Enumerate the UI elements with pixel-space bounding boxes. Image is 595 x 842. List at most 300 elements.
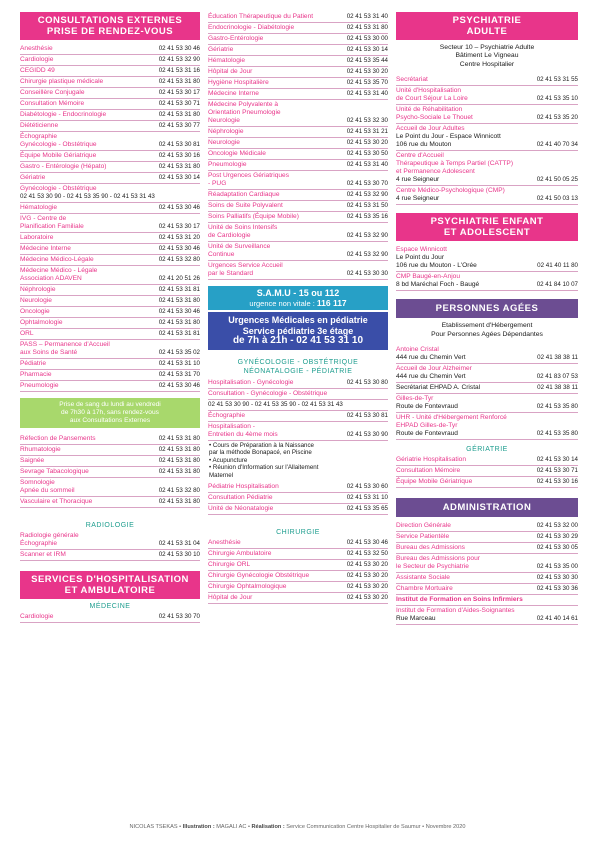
- entry-phone: 02 41 53 32 30: [346, 117, 388, 124]
- entry-name: Unité d'Hospitalisation de Court Séjour La Loire: [396, 87, 468, 103]
- entry-name: Unité de Soins Intensifs de Cardiologie: [208, 224, 278, 239]
- directory-row: [20, 340, 200, 359]
- entry-name: Ophtalmologie: [20, 319, 63, 326]
- gyneco-list-2: [208, 411, 388, 441]
- ifsi-entry: [396, 595, 578, 606]
- entry-phone: 02 41 53 30 71: [158, 100, 200, 107]
- entry-phone: 02 41 53 35 20: [536, 114, 578, 122]
- entry-name: Rhumatologie: [20, 446, 61, 453]
- directory-row: [208, 12, 388, 23]
- entry-name: Gynécologie - Obstétrique: [20, 185, 97, 192]
- personnes-agees-blocks: [396, 345, 578, 440]
- medecine-list: [20, 612, 200, 623]
- entry-name: Hématologie: [20, 204, 58, 211]
- directory-row: [396, 554, 578, 573]
- entry-name: Unité de Surveillance Continue: [208, 243, 271, 258]
- consultations-list: [20, 44, 200, 184]
- address-block: [396, 345, 578, 364]
- entry-name: ORL: [20, 330, 34, 337]
- address-block: [396, 394, 578, 413]
- directory-row: [208, 223, 388, 242]
- entry-phone: 02 41 53 35 16: [346, 213, 388, 220]
- entry-phone: 02 41 53 31 10: [158, 360, 200, 367]
- gyneco-title: GYNÉCOLOGIE - OBSTÉTRIQUE NÉONATALOGIE - PÉDIATRIE: [237, 358, 359, 375]
- directory-row: [20, 285, 200, 296]
- entry-phone: 02 41 53 32 90: [346, 191, 388, 198]
- entry-name: Hématologie: [208, 57, 246, 64]
- directory-row: [20, 233, 200, 244]
- directory-row: [208, 422, 388, 441]
- entry-name: Éducation Thérapeutique du Patient: [208, 13, 314, 20]
- directory-row: [208, 261, 388, 280]
- directory-row: [20, 478, 200, 497]
- psychiatrie-enfant-blocks: [396, 245, 578, 291]
- entry-name: Gériatrie Hospitalisation: [396, 456, 466, 464]
- entry-name: IVG - Centre de Planification Familiale: [20, 215, 84, 230]
- directory-row: [208, 560, 388, 571]
- entry-phone: 02 41 53 31 81: [158, 330, 200, 337]
- consultations-list-2: [20, 203, 200, 392]
- entry-name: Médecine Médico-Légale: [20, 256, 94, 263]
- directory-row: [208, 212, 388, 223]
- entry-name: Hôpital de Jour: [208, 594, 253, 602]
- entry-name: Échographie Gynécologie - Obstétrique: [20, 133, 97, 148]
- entry-name: Anesthésie: [208, 539, 241, 547]
- directory-row: [208, 242, 388, 261]
- entry-name: Secrétariat: [396, 76, 428, 84]
- entry-phone: 02 41 53 32 00: [536, 522, 578, 530]
- entry-name: Post Urgences Gériatriques - PUG: [208, 172, 289, 187]
- samu-non-vital: [208, 298, 388, 308]
- block-phone: 02 41 40 70 34: [536, 141, 578, 149]
- entry-name: Chirurgie Ophtalmologique: [208, 583, 287, 591]
- entry-phone: 02 41 53 30 16: [158, 152, 200, 159]
- directory-row: [208, 504, 388, 515]
- footer-real-value: Service Communication Centre Hospitalier de Saumur: [286, 824, 421, 830]
- entry-name: Neurologie: [20, 297, 52, 304]
- gyneco-phones-row: [208, 400, 388, 411]
- entry-phone: 02 41 53 31 80: [346, 24, 388, 31]
- directory-row: [208, 538, 388, 549]
- personnes-agees-header: PERSONNES AGÉES: [396, 299, 578, 318]
- entry-name: Réfection de Pansements: [20, 435, 96, 442]
- directory-row: [396, 543, 578, 554]
- footer-author: NICOLAS TSEKAS: [129, 824, 178, 830]
- entry-name: Cardiologie: [20, 56, 54, 63]
- blood-test-note: Prise de sang du lundi au vendredi de 7h30 à 17h, sans rendez-vous aux Consultations Externes: [20, 398, 200, 428]
- directory-row: [396, 466, 578, 477]
- directory-row: [20, 467, 200, 478]
- pediatric-emergency-box: [208, 312, 388, 350]
- directory-row: [396, 521, 578, 532]
- entry-name: Diététicienne: [20, 122, 59, 129]
- directory-row: [20, 55, 200, 66]
- directory-row: [20, 121, 200, 132]
- entry-name: Bureau des Admissions pour le Secteur de Psychiatrie: [396, 555, 480, 571]
- block-address: 106 rue du Mouton - L'Orée: [396, 262, 477, 270]
- bullet-item: • Cours de Préparation à la Naissance par la méthode Bonapacé, en Piscine: [209, 441, 315, 457]
- entry-name: Pneumologie: [208, 161, 247, 168]
- entry-name: Médecine Interne: [208, 90, 259, 97]
- directory-row: [208, 171, 388, 190]
- entry-phone: 02 41 53 35 10: [536, 95, 578, 103]
- entry-name: Direction Générale: [396, 522, 451, 530]
- entry-phone: 02 41 53 30 17: [158, 223, 200, 230]
- entry-name: Gériatrie: [20, 174, 46, 181]
- directory-row: [20, 296, 200, 307]
- entry-name: Chirurgie Ambulatoire: [208, 550, 272, 558]
- entry-phone: 02 41 53 31 80: [158, 78, 200, 85]
- directory-row: [208, 78, 388, 89]
- address-block: [396, 364, 578, 383]
- address-block: [396, 186, 578, 205]
- directory-row: [396, 75, 578, 86]
- entry-phone: 02 41 53 31 80: [158, 468, 200, 475]
- entry-phone: 02 41 53 31 04: [158, 540, 200, 547]
- entry-name: Médecine Interne: [20, 245, 71, 252]
- directory-row: [20, 359, 200, 370]
- entry-name: Anesthésie: [20, 45, 53, 52]
- entry-name: Réadaptation Cardiaque: [208, 191, 280, 198]
- block-title: Centre Médico-Psychologique (CMP): [396, 187, 505, 195]
- directory-row: [20, 173, 200, 184]
- address-block: [396, 413, 578, 440]
- entry-phone: 02 41 53 31 80: [158, 457, 200, 464]
- block-address: 4 rue Seigneur: [396, 195, 440, 203]
- entry-phone: 02 41 20 51 26: [158, 275, 200, 282]
- psychiatrie-enfant-header: PSYCHIATRIE ENFANT ET ADOLESCENT: [396, 213, 578, 241]
- entry-phone: 02 41 53 30 20: [346, 68, 388, 75]
- entry-name: Pédiatrie Hospitalisation: [208, 483, 279, 491]
- radiologie-list: [20, 531, 200, 561]
- footer-date: Novembre 2020: [425, 824, 466, 830]
- entry-name: Scanner et IRM: [20, 551, 66, 558]
- directory-row: [20, 531, 200, 550]
- column-right: [396, 12, 578, 625]
- address-block: [396, 272, 578, 291]
- block-address: Route de Fontevraud: [396, 403, 458, 411]
- entry-name: Hospitalisation - Entretien du 4ème mois: [208, 422, 278, 438]
- entry-name: Sevrage Tabacologique: [20, 468, 89, 475]
- directory-row: [396, 105, 578, 124]
- footer-illus-label: Illustration :: [182, 824, 217, 830]
- entry-phone: 02 41 53 30 70: [346, 180, 388, 187]
- entry-name: Soins Palliatifs (Équipe Mobile): [208, 213, 299, 220]
- psychiatrie-blocks: [396, 124, 578, 205]
- urg-line-3: de 7h à 21h - 02 41 53 31 10: [232, 335, 364, 346]
- entry-name: Chirurgie plastique médicale: [20, 78, 104, 85]
- directory-row: [20, 445, 200, 456]
- entry-name: Équipe Mobile Gériatrique: [20, 152, 97, 159]
- medecine-list-continued: [208, 12, 388, 280]
- geriatrie-title: GÉRIATRIE: [466, 446, 508, 454]
- directory-row: [396, 477, 578, 488]
- entry-name: Somnologie Apnée du sommeil: [20, 479, 75, 494]
- directory-row: [396, 584, 578, 595]
- entry-phone: 02 41 53 31 80: [158, 446, 200, 453]
- entry-phone: 02 41 53 32 80: [158, 256, 200, 263]
- entry-name: Conseillère Conjugale: [20, 89, 85, 96]
- entry-phone: 02 41 53 30 81: [346, 411, 388, 419]
- geriatrie-list: [396, 455, 578, 488]
- directory-row: [20, 456, 200, 467]
- entry-phone: 02 41 53 30 30: [346, 270, 388, 277]
- entry-phone: 02 41 53 30 14: [536, 456, 578, 464]
- entry-phone: 02 41 53 30 46: [158, 204, 200, 211]
- directory-row: [208, 100, 388, 127]
- entry-phone: 02 41 53 30 90: [346, 430, 388, 438]
- entry-name: Consultation Pédiatrie: [208, 494, 273, 502]
- entry-phone: 02 41 53 30 46: [346, 539, 388, 547]
- entry-phone: 02 41 53 30 46: [158, 45, 200, 52]
- entry-phone: 02 41 53 32 50: [346, 550, 388, 558]
- psychiatrie-info: Secteur 10 – Psychiatrie Adulte Bâtiment Le Vigneau Centre Hospitalier: [439, 44, 535, 68]
- directory-row: [396, 455, 578, 466]
- entry-name: Pharmacie: [20, 371, 52, 378]
- block-phone: 02 41 83 07 53: [536, 373, 578, 381]
- entry-name: Service Patientèle: [396, 533, 450, 541]
- column-left: [20, 12, 200, 623]
- directory-row: [208, 411, 388, 422]
- directory-row: [208, 571, 388, 582]
- address-block: [396, 151, 578, 186]
- entry-phone: 02 41 53 35 70: [346, 79, 388, 86]
- directory-row: [20, 550, 200, 561]
- directory-row: [20, 434, 200, 445]
- directory-row: [208, 582, 388, 593]
- entry-phone: 02 41 53 32 90: [346, 232, 388, 239]
- block-line: Le Point du Jour: [396, 254, 445, 262]
- entry-name: Consultation Mémoire: [20, 100, 85, 107]
- directory-row: [20, 162, 200, 173]
- entry-phone: 02 41 53 32 80: [158, 487, 200, 494]
- entry-phone: 02 41 53 30 30: [536, 574, 578, 582]
- ifas-title: Institut de Formation d'Aides-Soignantes: [396, 607, 515, 615]
- entry-phone: 02 41 53 30 14: [346, 46, 388, 53]
- directory-row: [396, 532, 578, 543]
- block-phone: 02 41 38 38 11: [537, 384, 578, 392]
- block-address: 8 bd Maréchal Foch - Baugé: [396, 281, 480, 289]
- entry-name: Unité de Néonatalogie: [208, 505, 274, 513]
- column-middle: [208, 12, 388, 604]
- medecine-title: MÉDECINE: [89, 603, 131, 610]
- entry-name: Hygiène Hospitalière: [208, 79, 269, 86]
- entry-name: Consultation Mémoire: [396, 467, 461, 475]
- gyneco-list-3: [208, 482, 388, 515]
- directory-row: [20, 110, 200, 121]
- directory-row: [208, 549, 388, 560]
- directory-row: [20, 318, 200, 329]
- directory-row: [208, 493, 388, 504]
- entry-phone: 02 41 53 31 80: [158, 435, 200, 442]
- entry-phone: 02 41 53 31 55: [536, 76, 578, 84]
- directory-row: [20, 266, 200, 285]
- entry-phone: 02 41 53 31 20: [158, 234, 200, 241]
- bullets-list: [208, 442, 388, 480]
- entry-phone: 02 41 53 30 20: [346, 561, 388, 569]
- entry-phone: 02 41 53 30 20: [346, 594, 388, 602]
- entry-name: Unité de Réhabilitation Psycho-Sociale Le Thouet: [396, 106, 473, 122]
- entry-phone: 02 41 53 30 70: [158, 613, 200, 620]
- consultations-list-3: [20, 434, 200, 508]
- block-address: 444 rue du Chemin Vert: [396, 373, 466, 381]
- block-phone: 02 41 53 35 80: [536, 430, 578, 438]
- directory-row: [208, 482, 388, 493]
- directory-row: [20, 381, 200, 392]
- directory-row: [20, 132, 200, 151]
- entry-name: Néphrologie: [208, 128, 244, 135]
- block-title: Accueil de Jour Adultes: [396, 125, 465, 133]
- block-phone: 02 41 53 35 80: [536, 403, 578, 411]
- entry-phone: 02 41 53 31 80: [158, 498, 200, 505]
- directory-row: [208, 56, 388, 67]
- entry-phone: 02 41 53 30 20: [346, 572, 388, 580]
- directory-row: [208, 149, 388, 160]
- block-address: 106 rue du Mouton: [396, 141, 452, 149]
- entry-phone: 02 41 53 30 36: [536, 585, 578, 593]
- directory-row: [20, 151, 200, 162]
- directory-row: [208, 201, 388, 212]
- chirurgie-list: [208, 538, 388, 604]
- entry-phone: 02 41 53 31 21: [346, 128, 388, 135]
- administration-header: ADMINISTRATION: [396, 498, 578, 517]
- entry-name: Pneumologie: [20, 382, 59, 389]
- entry-name: Laboratoire: [20, 234, 54, 241]
- entry-phone: 02 41 53 31 10: [346, 494, 388, 502]
- entry-name: Équipe Mobile Gériatrique: [396, 478, 473, 486]
- entry-name: Soins de Suite Polyvalent: [208, 202, 283, 209]
- block-title: Centre d'Accueil Thérapeutique à Temps Partiel (CATTP) et Permanence Adolescent: [396, 152, 514, 176]
- entry-phone: 02 41 53 31 80: [158, 319, 200, 326]
- entry-name: Saignée: [20, 457, 45, 464]
- entry-phone: 02 41 53 35 65: [346, 505, 388, 513]
- block-address: Route de Fontevraud: [396, 430, 458, 438]
- consultations-header: CONSULTATIONS EXTERNES PRISE DE RENDEZ-VOUS: [20, 12, 200, 40]
- directory-row: [208, 34, 388, 45]
- radiologie-title: RADIOLOGIE: [85, 522, 135, 529]
- entry-phone: 02 41 53 30 20: [346, 139, 388, 146]
- entry-name: Oncologie Médicale: [208, 150, 266, 157]
- entry-phone: 02 41 53 31 50: [346, 202, 388, 209]
- block-title: Gilles-de-Tyr: [396, 395, 434, 403]
- entry-phone: 02 41 53 35 44: [346, 57, 388, 64]
- entry-name: Urgences Service Accueil par le Standard: [208, 262, 283, 277]
- entry-phone: 02 41 53 30 20: [346, 583, 388, 591]
- directory-row: [20, 214, 200, 233]
- entry-phone: 02 41 53 35 00: [536, 563, 578, 571]
- entry-name: Gastro - Entérologie (Hépato): [20, 163, 107, 170]
- directory-row: [20, 44, 200, 55]
- directory-row: [208, 389, 388, 400]
- ifas-entry: [396, 606, 578, 625]
- entry-name: Échographie: [208, 411, 246, 419]
- urg-line-1: Urgences Médicales en pédiatrie: [228, 315, 368, 325]
- directory-row: [208, 190, 388, 201]
- samu-line: S.A.M.U - 15 ou 112: [256, 288, 340, 298]
- entry-name: Radiologie générale Échographie: [20, 532, 79, 547]
- entry-phone: 02 41 53 30 46: [158, 308, 200, 315]
- block-address: 4 rue Seigneur: [396, 176, 440, 184]
- entry-name: Néphrologie: [20, 286, 56, 293]
- entry-phone: 02 41 53 31 16: [158, 67, 200, 74]
- entry-name: Gastro-Entérologie: [208, 35, 264, 42]
- directory-row: [20, 612, 200, 623]
- address-block: [396, 383, 578, 394]
- directory-row: [208, 593, 388, 604]
- entry-phone: 02 41 53 31 81: [158, 286, 200, 293]
- samu-non-vital-label: urgence non vitale :: [249, 299, 317, 308]
- block-phone: 02 41 40 11 80: [537, 262, 578, 270]
- entry-name: Diabétologie - Endocrinologie: [20, 111, 107, 118]
- directory-row: [20, 88, 200, 99]
- entry-name: Cardiologie: [20, 613, 54, 620]
- entry-phone: 02 41 53 30 80: [346, 378, 388, 386]
- block-phone: 02 41 50 05 25: [536, 176, 578, 184]
- ifsi-title: Institut de Formation en Soins Infirmiers: [396, 596, 523, 604]
- psychiatrie-list: [396, 75, 578, 124]
- ifas-address: Rue Marceau: [396, 615, 436, 623]
- entry-name: Hôpital de Jour: [208, 68, 253, 75]
- gyneco-list: [208, 378, 388, 400]
- bullet-item: • Réunion d'Information sur l'Allaitement Maternel: [209, 464, 319, 479]
- entry-name: Chirurgie Gynécologie Obstétrique: [208, 572, 310, 580]
- directory-row: [208, 89, 388, 100]
- entry-name: PASS – Permanence d'Accueil aux Soins de Santé: [20, 341, 110, 356]
- entry-name: Gériatrie: [208, 46, 234, 53]
- block-phone: 02 41 38 38 11: [537, 354, 578, 362]
- personnes-agees-info: Etablissement d'Hébergement Pour Personnes Agées Dépendantes: [431, 322, 543, 338]
- entry-phones: 02 41 53 30 90 - 02 41 53 35 90 - 02 41 53 31 43: [20, 193, 155, 200]
- bullet-item: • Acupuncture: [209, 456, 248, 464]
- entry-phone: 02 41 53 30 17: [158, 89, 200, 96]
- entry-phone: 02 41 53 30 10: [158, 551, 200, 558]
- directory-row: [396, 573, 578, 584]
- directory-row: [208, 67, 388, 78]
- entry-name: Assistante Sociale: [396, 574, 450, 582]
- entry-name: CEGIDD 49: [20, 67, 55, 74]
- entry-phone: 02 41 53 30 46: [158, 245, 200, 252]
- entry-name: Endocrinologie - Diabétologie: [208, 24, 295, 31]
- entry-phone: 02 41 53 30 81: [158, 141, 200, 148]
- directory-row: [20, 255, 200, 266]
- directory-row: [20, 370, 200, 381]
- entry-name: Oncologie: [20, 308, 50, 315]
- entry-phone: 02 41 53 30 29: [536, 533, 578, 541]
- entry-name: Consultation - Gynécologie - Obstétrique: [208, 389, 328, 397]
- entry-phone: 02 41 53 31 40: [346, 13, 388, 20]
- entry-phone: 02 41 53 30 50: [346, 150, 388, 157]
- entry-name: Hospitalisation - Gynécologie: [208, 378, 294, 386]
- footer-illus-value: MAGALI AC: [216, 824, 247, 830]
- address-block: [396, 245, 578, 272]
- directory-row: [20, 307, 200, 318]
- entry-name: Bureau des Admissions: [396, 544, 465, 552]
- entry-phone: 02 41 53 31 40: [346, 90, 388, 97]
- entry-phone: 02 41 53 30 71: [536, 467, 578, 475]
- directory-row: [396, 86, 578, 105]
- block-title: UHR - Unité d'Hébergement Renforcé EHPAD Gilles-de-Tyr: [396, 414, 507, 430]
- entry-name: Neurologie: [208, 139, 240, 146]
- block-phone: 02 41 50 03 13: [536, 195, 578, 203]
- urg-line-2: Service pédiatrie 3e étage: [242, 325, 354, 336]
- gyneco-phones: 02 41 53 30 90 - 02 41 53 35 90 - 02 41 53 31 43: [208, 400, 343, 408]
- footer-real-label: Réalisation :: [251, 824, 287, 830]
- directory-row: [20, 497, 200, 508]
- gyneco-consult-entry: [20, 184, 200, 203]
- directory-row: [208, 127, 388, 138]
- entry-phone: 02 41 53 30 46: [158, 382, 200, 389]
- entry-phone: 02 41 53 30 00: [346, 35, 388, 42]
